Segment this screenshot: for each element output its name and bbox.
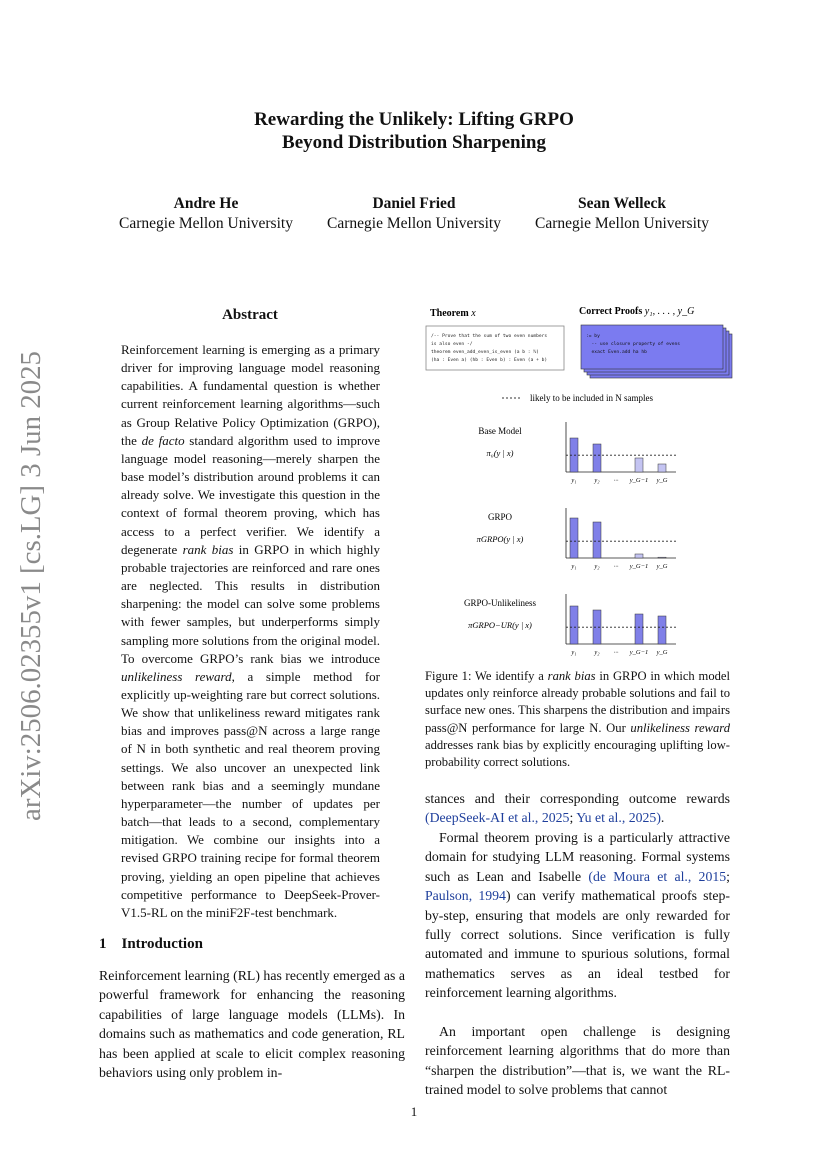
tick-label: y₁ <box>571 563 577 570</box>
section-heading <box>99 936 203 953</box>
panel-title: Base Model <box>478 426 522 436</box>
tick-label: y_G−1 <box>629 563 649 570</box>
tick-label: y₁ <box>571 477 577 484</box>
svg-text:exact Even.add ha hb: exact Even.add ha hb <box>586 350 647 355</box>
bar <box>635 554 643 558</box>
bar <box>658 464 666 472</box>
bar <box>593 522 601 558</box>
svg-text:is also even -/: is also even -/ <box>431 342 473 347</box>
caption-emphasis: rank bias <box>547 669 596 683</box>
title-line-2: Beyond Distribution Sharpening <box>282 132 546 153</box>
svg-text:-- use closure property of eve: -- use closure property of evens <box>586 342 681 347</box>
figure-1 <box>422 300 738 660</box>
tick-label: y₂ <box>594 477 600 484</box>
svg-text:/-- Prove that the sum of two: /-- Prove that the sum of two even numbers <box>431 334 548 339</box>
abstract-heading: Abstract <box>222 307 278 323</box>
abstract-text: in GRPO in which highly probable trajectories are reinforced and rare ones are neglected. This results in distribution sharpening: the model can solve some problems with fewer samples, but underperforms simply sampling more solutions from the original model. To overcome GRPO’s rank bias we introduce <box>121 541 380 666</box>
tick-label: y₂ <box>594 563 600 570</box>
author-affiliation: Carnegie Mellon University <box>535 215 709 232</box>
abstract-text: Reinforcement learning is emerging as a primary driver for improving language model reasoning capabilities. A fundamental question is whether current reinforcement learning algorithms—such as Group Relative Policy Optimization (GRPO), the <box>121 342 380 448</box>
caption-text: addresses rank bias by explicitly encouraging uplifting low-probability correct solutions. <box>425 737 730 770</box>
theorem-label: Theorem x <box>430 308 476 319</box>
tick-label: y₂ <box>594 649 600 656</box>
tick-label: y₁ <box>571 649 577 656</box>
bar <box>635 614 643 644</box>
citation-link[interactable]: Yu et al., 2025 <box>576 810 657 826</box>
tick-label: y_G <box>656 649 668 656</box>
tick-label: y_G <box>656 563 668 570</box>
author-affiliation: Carnegie Mellon University <box>119 215 293 232</box>
theorem-box <box>426 326 564 370</box>
author-affiliation: Carnegie Mellon University <box>327 215 501 232</box>
bar <box>658 557 666 558</box>
abstract-text: , a simple method for explicitly up-weighting rare but correct solutions. We show that unlikeliness reward mitigates rank bias and improves pass@N across a large range of N in both synthetic and real theorem proving settings. We also uncover an unexpected link between rank bias and a seemingly mundane hyperparameter—the number of updates per batch—that leads to a second, complementary mitigation. We combine our insights into a revised GRPO training recipe for formal theorem proving, yielding an open pipeline that achieves competitive performance to DeepSeek-Prover-V1.5-RL on the miniF2F-test benchmark. <box>121 668 380 920</box>
arxiv-stamp <box>10 345 50 825</box>
citation-link[interactable]: (DeepSeek-AI et al., 2025 <box>425 810 570 826</box>
bar <box>593 444 601 472</box>
tick-label: y_G <box>656 477 668 484</box>
panel-policy-label: π₀(y | x) <box>486 448 514 458</box>
tick-label: y_G−1 <box>629 477 649 484</box>
bar <box>570 606 578 644</box>
citation-link[interactable]: Paulson, 1994 <box>425 888 506 904</box>
author-block-1 <box>86 194 326 234</box>
arxiv-stamp-text: arXiv:2506.02355v1 [cs.LG] 3 Jun 2025 <box>15 348 47 821</box>
svg-text:(ha : Even a) (hb : Even b) :: (ha : Even a) (hb : Even b) : Even (a + b) <box>431 358 548 363</box>
body-text: ) can verify mathematical proofs step-by-step, ensuring that models are only rewarded for fully correct solutions. Since verification is fully automated and immune to spurious solutions, formal mathematics serves as an ideal testbed for reinforcement learning algorithms. <box>425 888 730 1001</box>
right-paragraph-1: stances and their corresponding outcome rewards (DeepSeek-AI et al., 2025; Yu et al., 2025). <box>425 791 730 826</box>
abstract-emphasis: de facto <box>141 432 185 448</box>
citation-link[interactable]: (de Moura et al., 2015 <box>588 868 727 884</box>
title-line-1: Rewarding the Unlikely: Lifting GRPO <box>254 109 574 130</box>
svg-text:theorem even_add_even_is_even: theorem even_add_even_is_even (a b : ℕ) <box>431 350 539 355</box>
panel-title: GRPO <box>487 512 513 522</box>
legend-label: likely to be included in N samples <box>530 393 653 403</box>
right-paragraph-2: Formal theorem proving is a particularly attractive domain for studying LLM reasoning. Formal systems such as Lean and Isabelle (de Moura et al., 2015; Paulson, 1994) can verify mathematical proofs step-by-step, ensuring that models are only rewarded for fully correct solutions. Since verification is fully automated and immune to spurious solutions, formal mathematics serves as an ideal testbed for reinforcement learning algorithms. <box>425 830 730 1001</box>
chart-panels <box>464 422 676 656</box>
abstract-text: standard algorithm used to improve language model reasoning—merely sharpen the base model’s distribution around problems it can already solve. We investigate this question in the context of formal theorem proving, which has access to a perfect verifier. We identify a degenerate <box>121 432 381 557</box>
abstract-emphasis: rank bias <box>182 541 234 557</box>
tick-label: ··· <box>613 477 619 484</box>
author-block-3 <box>502 194 742 234</box>
proofs-label: Correct Proofs y₁, . . . , y_G <box>579 306 695 317</box>
bar <box>658 616 666 644</box>
panel-policy-label: πGRPO−UR(y | x) <box>468 620 532 630</box>
caption-text: in GRPO in which model updates only reinforce already probable solutions and fail to surface new ones. This sharpens the distribution and impairs pass@N performance for large N. Our <box>425 669 730 735</box>
right-paragraph-3: An important open challenge is designing reinforcement learning algorithms that do more than “sharpen the distribution”—that is, we want the RL-trained model to solve problems that cannot <box>425 1024 730 1098</box>
figure-caption <box>425 668 730 771</box>
tick-label: y_G−1 <box>629 649 649 656</box>
bar <box>570 518 578 558</box>
panel-title: GRPO-Unlikeliness <box>464 598 536 608</box>
intro-paragraph: Reinforcement learning (RL) has recently emerged as a powerful framework for enhancing the reasoning capabilities of large language models (LLMs). In domains such as mathematics and code generation, RL has been applied at scale to elicit complex reasoning behaviors using only problem in- <box>99 968 405 1081</box>
bar <box>635 458 643 472</box>
section-title: Introduction <box>121 936 203 952</box>
body-text: Formal theorem proving is a particularly attractive domain for studying LLM reasoning. Formal systems such as Lean and Isabelle <box>425 830 730 884</box>
section-number: 1 <box>99 936 107 952</box>
paper-title <box>0 108 828 154</box>
caption-emphasis: unlikeliness reward <box>630 720 730 735</box>
caption-text: Figure 1: We identify a <box>425 669 548 683</box>
svg-text::= by: := by <box>586 334 600 339</box>
tick-label: ··· <box>613 563 619 570</box>
abstract-emphasis: unlikeliness reward <box>121 668 232 684</box>
author-block-2 <box>294 194 534 234</box>
body-text: stances and their corresponding outcome rewards <box>425 791 730 806</box>
author-name: Sean Welleck <box>578 195 666 212</box>
author-name: Andre He <box>173 195 239 212</box>
tick-label: ··· <box>613 649 619 656</box>
author-name: Daniel Fried <box>372 195 456 212</box>
page-number: 1 <box>410 1104 418 1119</box>
panel-policy-label: πGRPO(y | x) <box>476 534 524 544</box>
abstract-body <box>121 341 380 922</box>
